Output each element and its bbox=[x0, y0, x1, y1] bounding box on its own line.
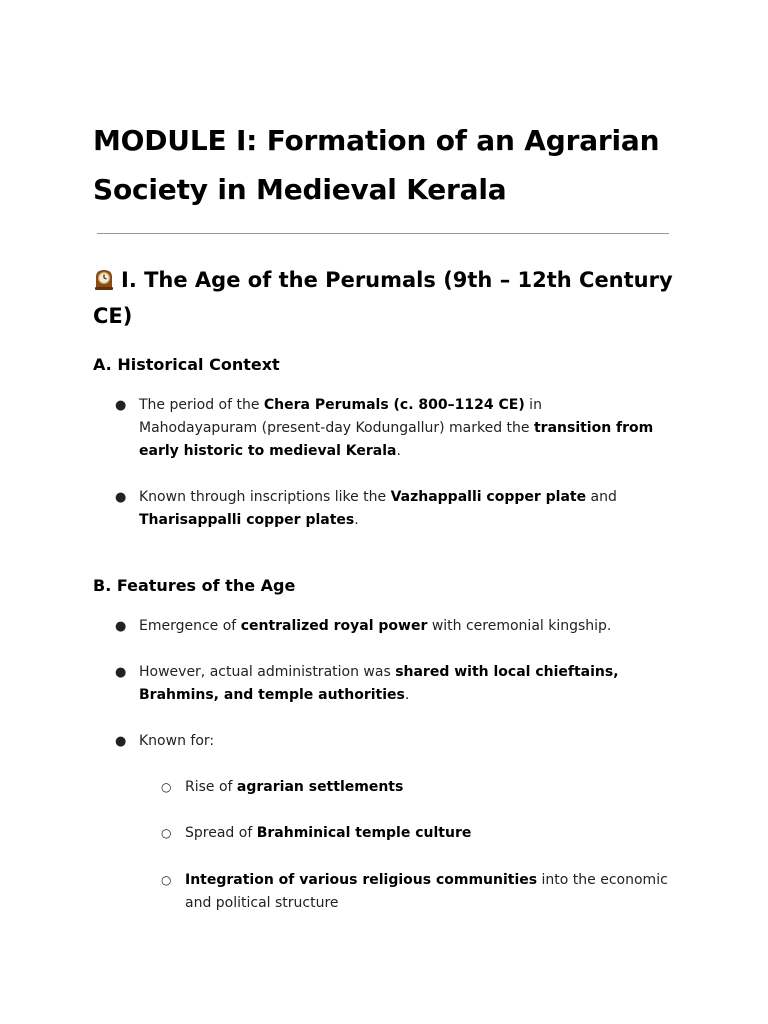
list-item-text: Known through inscriptions like the Vazhappalli copper plate and Tharisappalli copper plates. bbox=[139, 489, 617, 528]
subsection-heading-features: B. Features of the Age bbox=[93, 576, 296, 595]
section-heading-text: I. The Age of the Perumals (9th – 12th Century CE) bbox=[93, 268, 673, 328]
subsection-heading-historical-context: A. Historical Context bbox=[93, 355, 280, 374]
mantelpiece-clock-icon bbox=[93, 265, 115, 287]
page-title: MODULE I: Formation of an Agrarian Society in Medieval Kerala bbox=[93, 124, 660, 206]
sublist-item-text: Rise of agrarian settlements bbox=[185, 779, 404, 795]
list-item-text: However, actual administration was shared with local chieftains, Brahmins, and temple authorities. bbox=[139, 664, 619, 703]
bullet-marker: ● bbox=[115, 619, 127, 634]
sublist-item-text: Integration of various religious communities into the economic and political structure bbox=[185, 872, 668, 911]
sub-bullet-marker: ○ bbox=[161, 826, 172, 840]
bullet-marker: ● bbox=[115, 734, 127, 749]
list-item-text: Known for: bbox=[139, 733, 215, 749]
bullet-marker: ● bbox=[115, 665, 127, 680]
divider bbox=[97, 233, 669, 234]
section-heading bbox=[93, 262, 678, 334]
list-item-text: Emergence of centralized royal power with ceremonial kingship. bbox=[139, 618, 612, 634]
bullet-marker: ● bbox=[115, 398, 127, 413]
sublist-item-text: Spread of Brahminical temple culture bbox=[185, 825, 472, 841]
list-item-text: The period of the Chera Perumals (c. 800–1124 CE) in Mahodayapuram (present-day Kodungallur) marked the transition from early historic to medieval Kerala. bbox=[139, 397, 654, 459]
sub-bullet-marker: ○ bbox=[161, 873, 172, 887]
sub-bullet-marker: ○ bbox=[161, 780, 172, 794]
bullet-marker: ● bbox=[115, 490, 127, 505]
